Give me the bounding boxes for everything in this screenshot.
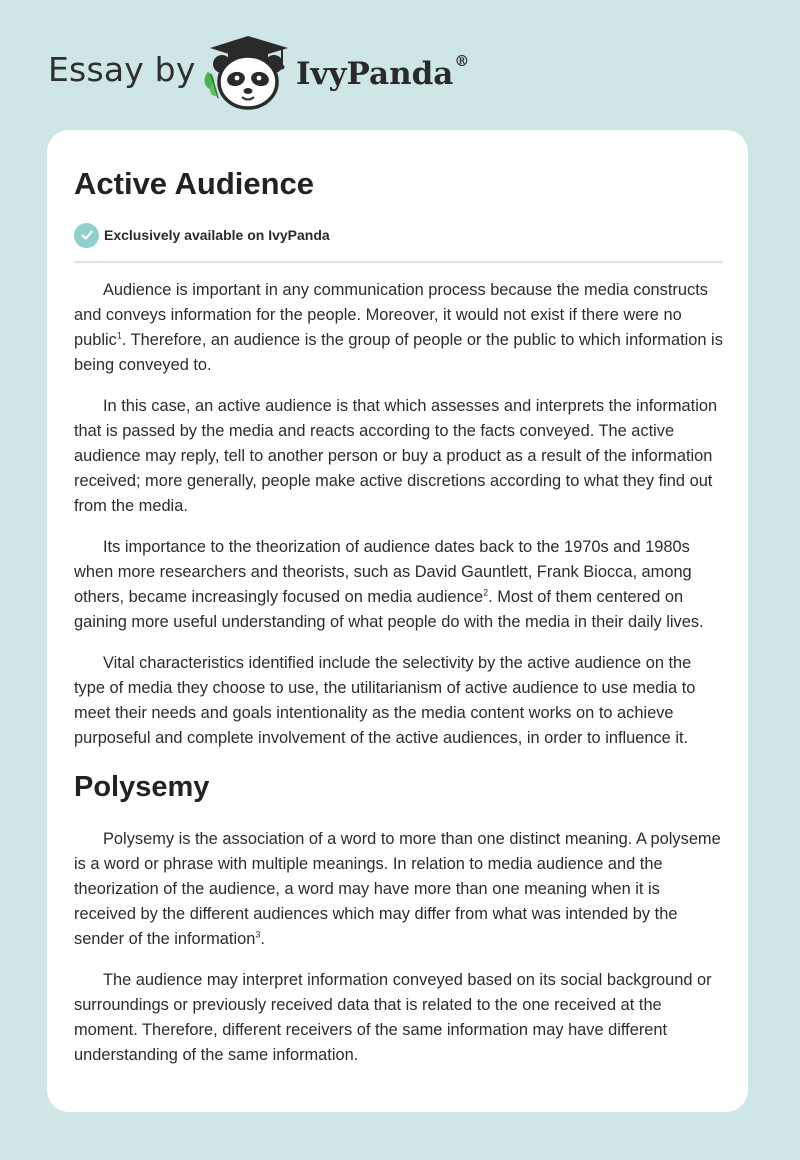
footnote-ref-1[interactable]: 1 [116, 330, 122, 341]
section-heading-polysemy: Polysemy [74, 771, 210, 803]
footnote-ref-3[interactable]: 3 [255, 929, 261, 940]
panda-logo-graphic [198, 34, 298, 112]
paragraph [74, 535, 726, 635]
check-circle-icon [74, 223, 99, 248]
brand-name-text: IvyPanda [296, 56, 454, 92]
paragraph [74, 827, 726, 952]
divider [74, 261, 723, 263]
site-header [0, 0, 800, 130]
badge-label: Exclusively available on IvyPanda [104, 227, 330, 243]
paragraph: Vital characteristics identified include the selectivity by the active audience on the type of media they choose to use, the utilitarianism of active audience to use media to meet their needs and goals intentionality as the media content works on to achieve purposeful and complete involvement of the active audiences, in order to influence it. [74, 654, 696, 747]
paragraph [74, 278, 726, 378]
paragraph: The audience may interpret information conveyed based on its social background or surroundings or previously received data that is related to the one received at the moment. Therefore, different receivers of the same information may have different understanding of the same information. [74, 971, 712, 1064]
section-active-audience [74, 278, 726, 751]
section-polysemy [74, 827, 726, 1068]
brand-name[interactable] [296, 52, 470, 92]
paragraph-text: . Therefore, an audience is the group of people or the public to which information is being conveyed to. [74, 331, 723, 374]
essay-card [47, 130, 748, 1112]
paragraph-text: . [260, 930, 265, 948]
brand-prefix: Essay by [48, 50, 196, 89]
exclusive-badge [74, 222, 330, 248]
footnote-ref-2[interactable]: 2 [483, 587, 489, 598]
paragraph-text: . Most of them centered on gaining more useful understanding of what people do with the media in their daily lives. [74, 588, 704, 631]
panda-logo-icon[interactable] [198, 34, 298, 112]
page-title: Active Audience [74, 166, 315, 201]
paragraph-text: Polysemy is the association of a word to more than one distinct meaning. A polyseme is a word or phrase with multiple meanings. In relation to media audience and the theorization of the audience, a word may have more than one meaning when it is received by the different audiences which may differ from what was intended by the sender of the information [74, 830, 721, 948]
paragraph: In this case, an active audience is that which assesses and interprets the information that is passed by the media and reacts according to the facts conveyed. The active audience may reply, tell to another person or buy a product as a result of the information received; more generally, people make active discretions according to what they find out from the media. [74, 397, 718, 515]
paragraph-text: Its importance to the theorization of audience dates back to the 1970s and 1980s when more researchers and theorists, such as David Gauntlett, Frank Biocca, among others, became increasingly focused on media audience [74, 538, 692, 606]
paragraph-text: Audience is important in any communication process because the media constructs and conveys information for the people. Moreover, it would not exist if there were no public [74, 281, 708, 349]
registered-mark: ® [454, 52, 470, 70]
